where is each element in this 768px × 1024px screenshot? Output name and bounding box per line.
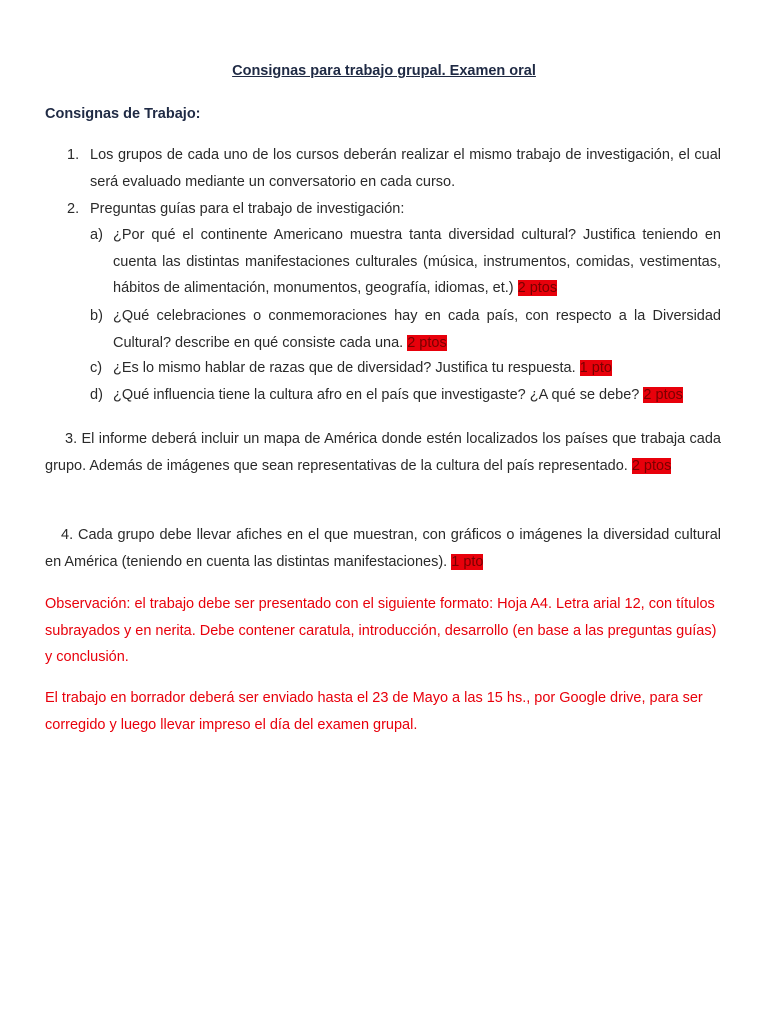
list-item-text: Preguntas guías para el trabajo de investigación: [90,201,405,217]
sub-list-text: ¿Qué influencia tiene la cultura afro en el país que investigaste? ¿A qué se debe? [113,387,640,403]
sub-list-item [90,222,721,302]
document-title: Consignas para trabajo grupal. Examen oral [232,63,536,79]
points-badge: 2 ptos [407,334,447,351]
sub-list-item [90,303,721,356]
points-badge: 2 ptos [643,387,683,403]
sub-list-text: ¿Qué celebraciones o conmemoraciones hay en cada país, con respecto a la Diversidad Cultural? describe en qué consiste cada una. [113,308,721,351]
observation-paragraph: Observación: el trabajo debe ser presentado con el siguiente formato: Hoja A4. Letra arial 12, con títulos subrayados y en nerita. Debe contener caratula, introducción, desarrollo (en base a las preguntas guías) y conclusión. [45,596,717,665]
sub-list-text: ¿Por qué el continente Americano muestra tanta diversidad cultural? Justifica teniendo en cuenta las distintas manifestaciones culturales (música, instrumentos, comidas, vestimentas, hábitos de alimentación, monumentos, geografía, idiomas, et.) [113,227,721,296]
draft-deadline-paragraph: El trabajo en borrador deberá ser enviado hasta el 23 de Mayo a las 15 hs., por Google drive, para ser corregido y luego llevar impreso el día del examen grupal. [45,690,703,733]
list-item [67,142,721,195]
points-badge: 2 ptos [517,280,558,296]
paragraph-3-text: 3. El informe deberá incluir un mapa de América donde estén localizados los países que trabaja cada grupo. Además de imágenes que sean representativas de la cultura del país representado. [45,431,721,474]
list-number: 1. [67,147,80,163]
paragraph-4 [45,522,721,575]
points-badge: 2 ptos [631,457,672,474]
list-item [67,196,721,223]
sub-list-item [90,382,721,409]
sub-list-letter: a) [90,227,103,243]
points-badge: 1 pto [451,553,484,570]
paragraph-3 [45,426,721,479]
sub-list-letter: c) [90,360,103,376]
paragraph-4-text: 4. Cada grupo debe llevar afiches en el que muestran, con gráficos o imágenes la diversidad cultural en América (teniendo en cuenta las distintas manifestaciones). [45,527,721,570]
sub-list-letter: b) [90,308,103,324]
sub-list-letter: d) [90,387,103,403]
points-badge: 1 pto [579,360,612,376]
list-item-text: Los grupos de cada uno de los cursos deberán realizar el mismo trabajo de investigación, el cual será evaluado mediante un conversatorio en cada curso. [90,147,721,190]
sub-list-text: ¿Es lo mismo hablar de razas que de diversidad? Justifica tu respuesta. [113,360,576,376]
sub-list-item [90,355,721,382]
section-heading: Consignas de Trabajo: [45,106,201,122]
list-number: 2. [67,201,80,217]
